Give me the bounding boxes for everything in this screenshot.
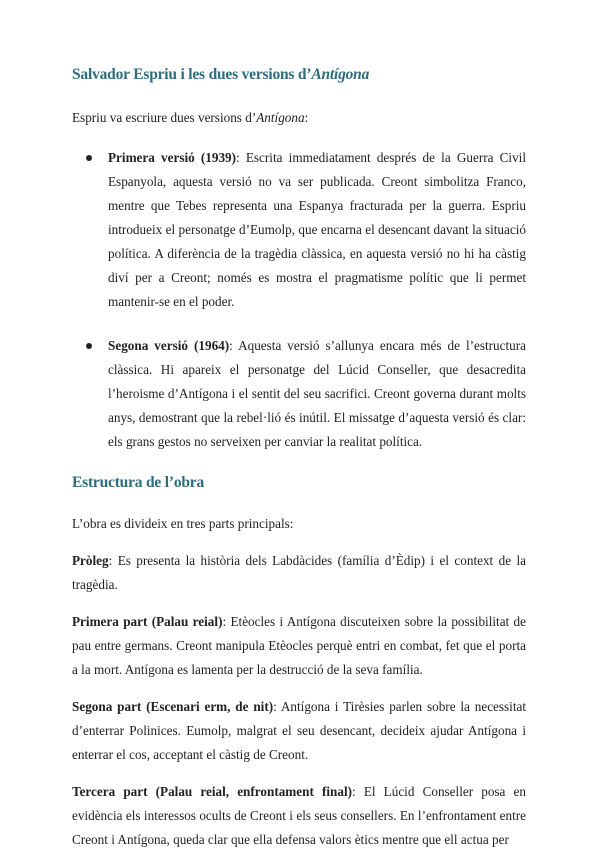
- versions-list: [72, 146, 526, 454]
- bullet-icon: [86, 155, 92, 161]
- version-text: : Escrita immediatament després de la Guerra Civil Espanyola, aquesta versió no va ser publicada. Creont simbolitza Franco, mentre que Tebes representa una Espanya fracturada per la guerra. Espriu introdueix el personatge d’Eumolp, que encarna el desencant davant la situació política. A diferència de la tragèdia clàssica, en aquesta versió no hi ha càstig diví per a Creont; només es mostra el pragmatisme polític que li permet mantenir-se en el poder.: [108, 150, 526, 309]
- part-text: : Antígona i Tirèsies parlen sobre la necessitat d’enterrar Polinices. Eumolp, malgrat el seu desencant, decideix ajudar Antígona i enterrar el cos, acceptant el càstig de Creont.: [72, 699, 527, 762]
- heading-italic-title: Antígona: [311, 66, 370, 83]
- part-label: Tercera part (Palau reial, enfrontament final): [72, 784, 353, 799]
- part-text: : Etèocles i Antígona discuteixen sobre la possibilitat de pau entre germans. Creont manipula Etèocles perquè entri en combat, fet que el porta a la mort. Antígona es lamenta per la destrucció de la seva família.: [72, 614, 526, 677]
- part-label: Pròleg: [72, 553, 109, 568]
- version-paragraph: [108, 146, 526, 314]
- part-paragraph: [72, 610, 526, 682]
- bullet-icon: [86, 343, 92, 349]
- intro-paragraph: [72, 106, 526, 130]
- intro-text: Espriu va escriure dues versions d’: [72, 110, 257, 125]
- version-text: : Aquesta versió s’allunya encara més de l’estructura clàssica. Hi apareix el personatge del Lúcid Conseller, que desacredita l’heroisme d’Antígona i el sentit del seu sacrifici. Creont governa durant molts anys, demostrant que la rebel·lió és inútil. El missatge d’aquesta versió és clar: els grans gestos no serveixen per canviar la realitat política.: [108, 338, 526, 449]
- part-label: Segona part (Escenari erm, de nit): [72, 699, 274, 714]
- version-label: Primera versió (1939): [108, 150, 237, 165]
- structure-intro: L’obra es divideix en tres parts principals:: [72, 516, 294, 531]
- document-content: [72, 66, 526, 852]
- intro-suffix: :: [304, 110, 309, 125]
- heading-text: Salvador Espriu i les dues versions d’: [72, 66, 312, 83]
- section-heading-versions: [72, 66, 526, 84]
- part-label: Primera part (Palau reial): [72, 614, 223, 629]
- section-heading-structure: Estructura de l’obra: [72, 474, 205, 491]
- part-text: : Es presenta la història dels Labdàcides (família d’Èdip) i el context de la tragèdia.: [72, 553, 526, 592]
- intro-italic-title: Antígona: [256, 110, 305, 125]
- list-item: [72, 334, 526, 454]
- version-paragraph: [108, 334, 526, 454]
- version-label: Segona versió (1964): [108, 338, 230, 353]
- part-text: : El Lúcid Conseller posa en evidència els interessos ocults de Creont i els seus consellers. En l’enfrontament entre Creont i Antígona, queda clar que ella defensa valors ètics mentre que ell actua per: [72, 784, 526, 847]
- part-paragraph: [72, 780, 526, 852]
- part-paragraph: [72, 549, 526, 597]
- list-item: [72, 146, 526, 314]
- part-paragraph: [72, 695, 526, 767]
